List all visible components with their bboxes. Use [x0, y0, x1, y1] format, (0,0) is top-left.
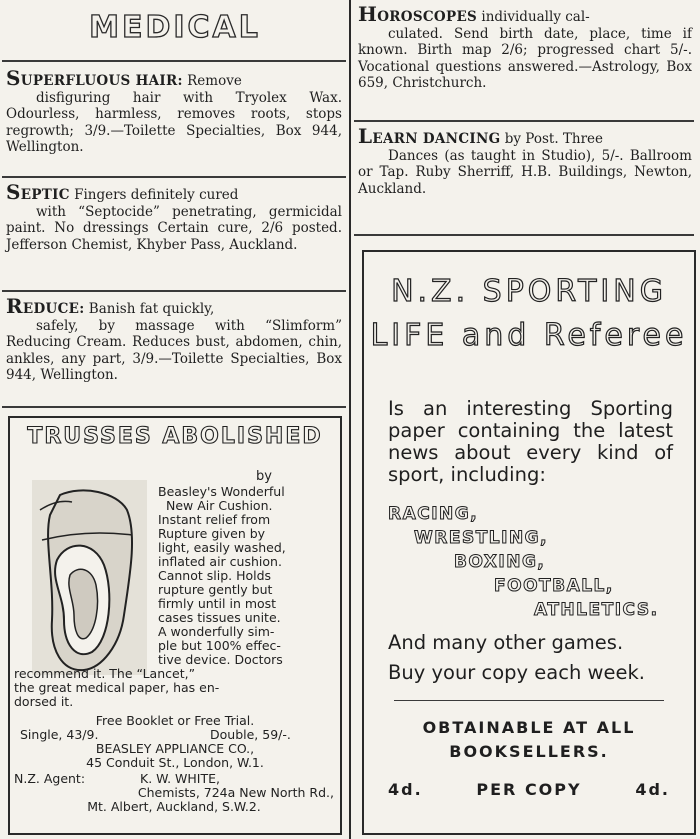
trusses-line: recommend it. The “Lancet,” [14, 666, 196, 681]
air-cushion-illustration-icon [32, 480, 147, 675]
trusses-line: A wonderfully sim- [158, 624, 275, 639]
trusses-endorsement [14, 667, 334, 709]
company-address: 45 Conduit St., London, W.1. [86, 755, 264, 770]
trusses-line: New Air Cushion. [166, 498, 273, 513]
trusses-line: light, easily washed, [158, 540, 286, 555]
sporting-title-1: N.Z. SPORTING [391, 274, 667, 309]
sport-boxing: BOXING, [454, 552, 546, 572]
sporting-line-2: Buy your copy each week. [388, 661, 645, 684]
ad-body: safely, by massage with “Slimform” Reducing Cream. Reduces bust, abdomen, chin, ankles, any part, 3/9.—Toilette Specialties, Box 944, Wellington. [6, 317, 342, 383]
trusses-title: TRUSSES ABOLISHED [27, 424, 323, 449]
trusses-line: inflated air cushion. [158, 554, 282, 569]
trusses-line: firmly until in most [158, 596, 277, 611]
ad-learn-dancing [358, 124, 692, 197]
ad-rule [2, 406, 346, 408]
trusses-line: Instant relief from [158, 512, 271, 527]
ad-body: Dances (as taught in Studio), 5/-. Ballroom or Tap. Ruby Sherriff, H.B. Buildings, Newton, Auckland. [358, 147, 692, 197]
sport-football: FOOTBALL, [494, 576, 614, 596]
sport-wrestling: WRESTLING, [414, 528, 549, 548]
double-price: Double, 59/-. [210, 727, 291, 742]
trusses-ad [8, 416, 342, 835]
trusses-line: dorsed it. [14, 694, 74, 709]
ad-body: culated. Send birth date, place, time if known. Birth map 2/6; progressed chart 5/-. Vocational questions answered.—Astrology, Box 659, Christchurch. [358, 25, 692, 91]
agent-address-1: Chemists, 724a New North Rd., [137, 785, 334, 800]
ad-lead-rest: Remove [182, 73, 242, 89]
ad-rule [354, 234, 694, 236]
ad-body: with “Septocide” penetrating, germicidal paint. No dressings Certain cure, 2/6 posted. Jefferson Chemist, Khyber Pass, Auckland. [6, 203, 342, 253]
sport-athletics: ATHLETICS. [534, 600, 659, 620]
single-price: Single, 43/9. [20, 727, 99, 742]
ad-lead-rest: individually cal- [477, 9, 590, 25]
sporting-life-ad [362, 250, 696, 835]
ad-lead-rest: Banish fat quickly, [84, 301, 215, 317]
trusses-line: ple but 100% effec- [158, 638, 281, 653]
ad-lead: EARN DANCING [372, 131, 501, 147]
price-right: 4d. [635, 780, 670, 799]
obtainable-line-2: BOOKSELLERS. [449, 742, 609, 761]
ad-rule [2, 290, 346, 292]
trusses-line: cases tissues unite. [158, 610, 281, 625]
ad-superfluous-hair [6, 66, 342, 156]
trusses-line: rupture gently but [158, 582, 273, 597]
sporting-title-2: LIFE and Referee [370, 318, 688, 353]
section-header [0, 10, 350, 45]
sporting-rule [394, 700, 664, 701]
ad-horoscopes [358, 2, 692, 92]
sporting-intro: Is an interesting Sporting paper containing the latest news about every kind of sport, including: [388, 397, 673, 486]
trusses-line: the great medical paper, has en- [14, 680, 220, 695]
ad-rule [2, 176, 346, 178]
ad-lead: EDUCE: [22, 301, 85, 317]
ad-initial: L [358, 124, 373, 148]
ad-rule [354, 120, 694, 122]
ad-initial: S [6, 66, 21, 90]
ad-lead: OROSCOPES [377, 9, 478, 25]
ad-initial: S [6, 180, 21, 204]
ad-initial: H [358, 2, 378, 26]
sport-racing: RACING, [388, 504, 479, 524]
trusses-by: by [256, 469, 272, 484]
trusses-body [158, 485, 334, 667]
trusses-line: tive device. Doctors [158, 652, 283, 667]
ad-lead: UPERFLUOUS HAIR: [20, 73, 183, 89]
ad-lead-rest: Fingers definitely cured [69, 187, 239, 203]
ad-reduce [6, 294, 342, 384]
sporting-line-1: And many other games. [388, 631, 624, 654]
header-rule [2, 60, 346, 62]
price-left: 4d. [388, 780, 423, 799]
agent-address-2: Mt. Albert, Auckland, S.W.2. [87, 799, 261, 814]
right-column [352, 0, 700, 839]
per-copy: PER COPY [476, 780, 582, 799]
trusses-line: Cannot slip. Holds [158, 568, 272, 583]
company-name: BEASLEY APPLIANCE CO., [95, 741, 255, 756]
trusses-line: Rupture given by [158, 526, 266, 541]
agent-name: K. W. WHITE, [140, 771, 220, 786]
ad-septic-fingers [6, 180, 342, 253]
agent-label: N.Z. Agent: [14, 771, 86, 786]
section-title: MEDICAL [89, 10, 261, 45]
trusses-line: Beasley's Wonderful [158, 484, 285, 499]
ad-initial: R [6, 294, 23, 318]
ad-lead-rest: by Post. Three [500, 131, 604, 147]
ad-lead: EPTIC [20, 187, 70, 203]
ad-body: disfiguring hair with Tryolex Wax. Odourless, harmless, removes roots, stops regrowth; 3/9.—Toilette Specialties, Box 944, Wellington. [6, 89, 342, 155]
obtainable-line-1: OBTAINABLE AT ALL [422, 718, 636, 737]
free-booklet-offer: Free Booklet or Free Trial. [95, 713, 255, 728]
